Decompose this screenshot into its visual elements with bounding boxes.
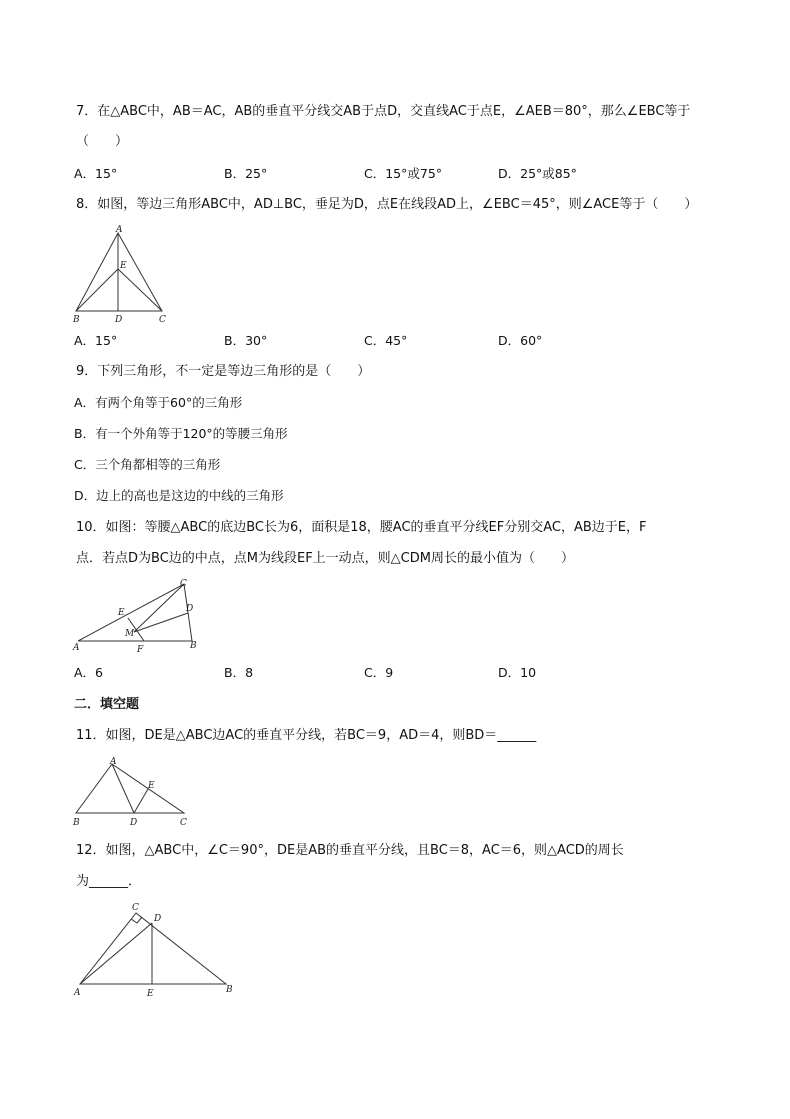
q11-triangle-abc — [76, 764, 184, 813]
q8-stem: 8．如图，等边三角形ABC中，AD⊥BC，垂足为D，点E在线段AD上，∠EBC＝45°，则∠ACE等于（ ） — [76, 197, 698, 212]
q10-option-b: B．8 — [224, 665, 254, 680]
q12-label-b: B — [226, 985, 233, 995]
q10-option-a: A．6 — [74, 665, 104, 680]
q8-label-c: C — [159, 315, 166, 325]
q10-option-d: D．10 — [498, 665, 537, 680]
q7-option-a: A．15° — [74, 166, 118, 181]
q10-label-b: B — [190, 641, 197, 651]
q11-label-d: D — [130, 818, 138, 828]
q12-triangle-abc — [80, 913, 226, 984]
q10-label-c: C — [180, 579, 187, 589]
q7-option-c: C．15°或75° — [364, 166, 443, 181]
q12-segment-ad — [80, 923, 152, 984]
q8-option-b: B．30° — [224, 333, 268, 348]
q10-option-c: C．9 — [364, 665, 394, 680]
q12-label-d: D — [154, 914, 162, 924]
q10-segment-dm — [134, 613, 188, 632]
q12-figure — [70, 898, 250, 1004]
q9-option-a: A．有两个角等于60°的三角形 — [74, 395, 243, 410]
q9-option-d: D．边上的高也是这边的中线的三角形 — [74, 488, 284, 503]
q8-segment-be — [76, 269, 118, 311]
q8-option-a: A．15° — [74, 333, 118, 348]
q7-option-b: B．25° — [224, 166, 268, 181]
q8-option-c: C．45° — [364, 333, 408, 348]
q7-option-d: D．25°或85° — [498, 166, 577, 181]
q10-label-f: F — [137, 645, 144, 655]
q8-label-b: B — [73, 315, 80, 325]
q8-label-a: A — [116, 225, 123, 235]
q10-stem-line1: 10．如图：等腰△ABC的底边BC长为6，面积是18，腰AC的垂直平分线EF分别交AC，AB边于E，F — [76, 520, 647, 535]
q11-segment-de — [134, 789, 148, 813]
q11-label-e: E — [148, 781, 155, 791]
q9-stem: 9．下列三角形，不一定是等边三角形的是（ ） — [76, 364, 371, 379]
q10-label-d: D — [186, 604, 194, 614]
q8-figure — [70, 225, 180, 325]
q9-option-c: C．三个角都相等的三角形 — [74, 457, 221, 472]
q12-label-e: E — [147, 989, 154, 999]
q8-option-d: D．60° — [498, 333, 543, 348]
q11-stem: 11．如图，DE是△ABC边AC的垂直平分线，若BC＝9，AD＝4，则BD＝______ — [76, 728, 537, 743]
q10-label-e: E — [118, 608, 125, 618]
q9-option-b: B．有一个外角等于120°的等腰三角形 — [74, 426, 288, 441]
q7-stem-line1: 7．在△ABC中，AB＝AC，AB的垂直平分线交AB于点D，交直线AC于点E，∠AEB＝80°，那么∠EBC等于 — [76, 104, 691, 119]
q11-label-c: C — [180, 818, 187, 828]
q12-label-a: A — [74, 988, 81, 998]
q8-label-d: D — [115, 315, 123, 325]
q10-segment-cm — [134, 584, 184, 632]
q8-segment-ce — [118, 269, 162, 311]
q8-label-e: E — [120, 261, 127, 271]
q11-figure — [70, 756, 200, 830]
q10-stem-line2: 点．若点D为BC边的中点，点M为线段EF上一动点，则△CDM周长的最小值为（ ） — [76, 551, 574, 566]
q12-label-c: C — [132, 903, 139, 913]
q7-stem-line2: （ ） — [76, 134, 129, 149]
q10-label-m: M — [125, 629, 135, 639]
q11-label-a: A — [110, 757, 117, 767]
q12-stem-line1: 12．如图，△ABC中，∠C＝90°，DE是AB的垂直平分线，且BC＝8，AC＝6，则△ACD的周长 — [76, 843, 624, 858]
section-title-fill-in: 二．填空题 — [74, 697, 140, 712]
q10-label-a: A — [73, 643, 80, 653]
q11-label-b: B — [73, 818, 80, 828]
q10-figure — [70, 578, 210, 658]
q12-stem-line2: 为______． — [76, 874, 142, 889]
